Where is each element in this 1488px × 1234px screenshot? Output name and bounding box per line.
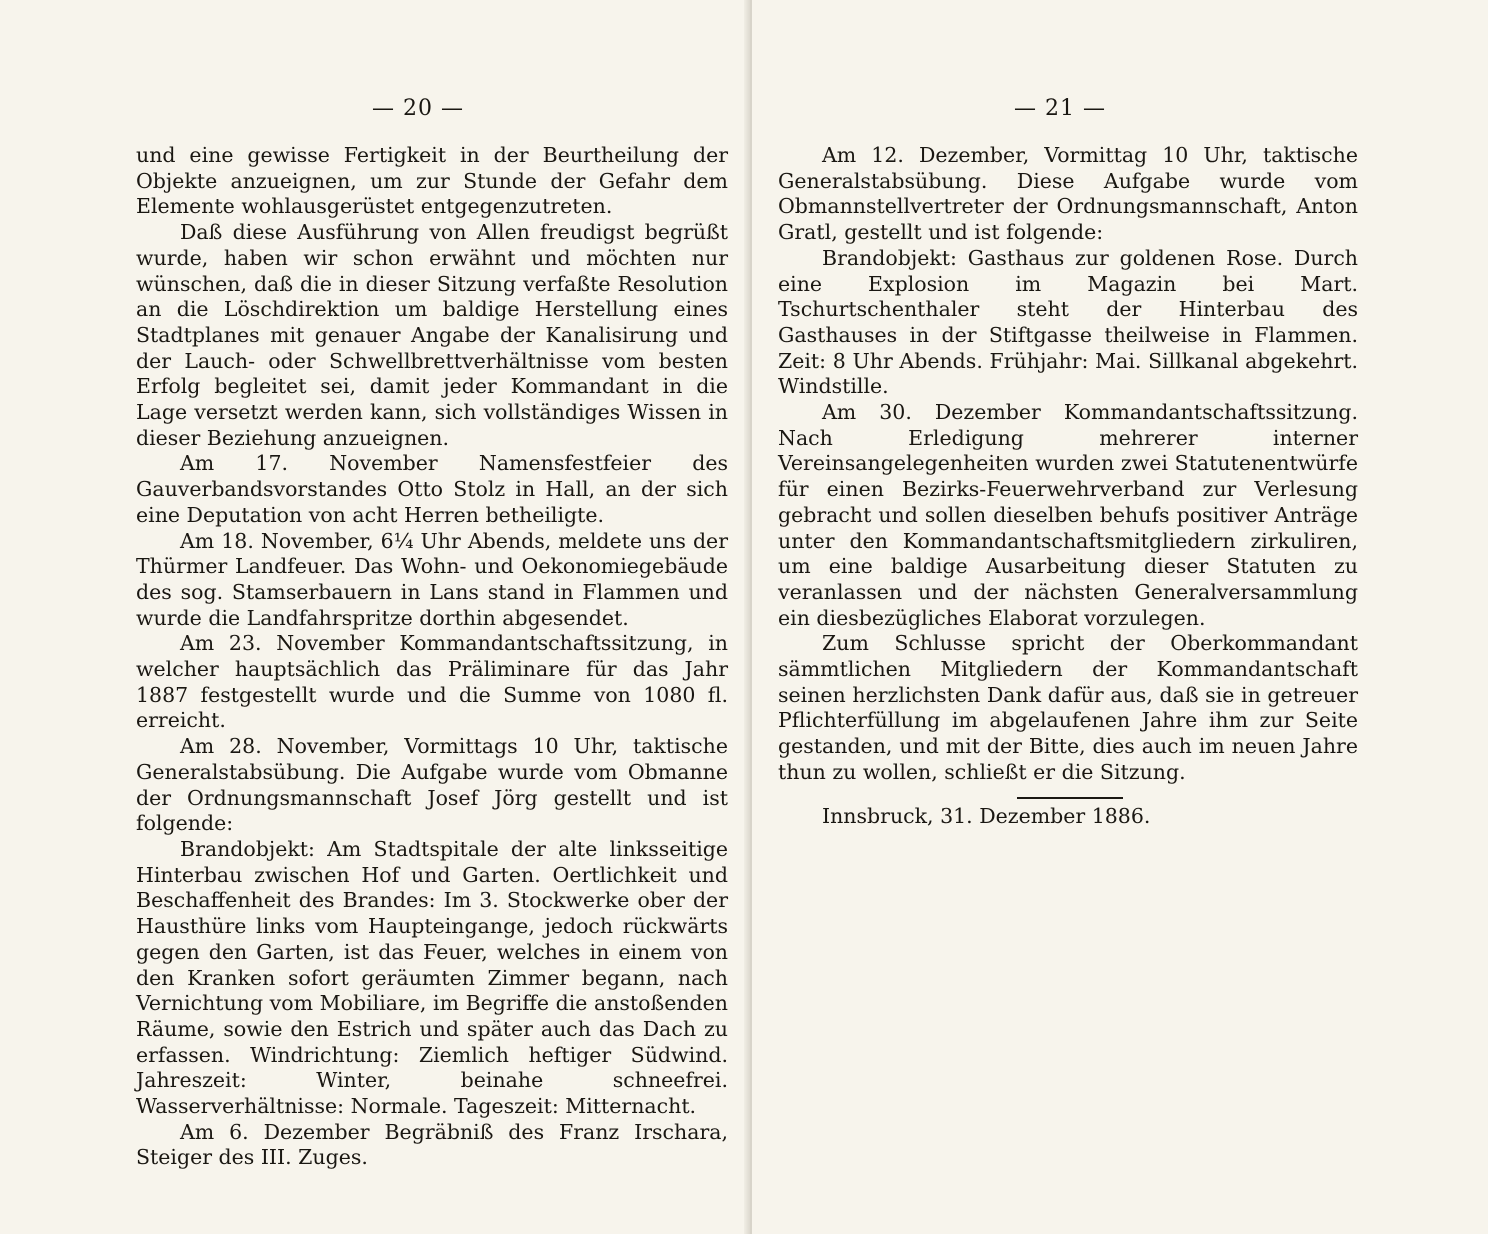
paragraph: Zum Schlusse spricht der Oberkommandant sämmtlichen Mitgliedern der Kommandantschaft seinen herzlichsten Dank dafür aus, daß sie in getreuer Pflichterfüllung im abgelaufenen Jahre ihm zur Seite gestanden, und mit der Bitte, dies auch im neuen Jahre thun zu wollen, schließt er die Sitzung.: [778, 631, 1358, 784]
page-body: [778, 143, 1358, 829]
page-number: — 21 —: [1014, 96, 1106, 121]
paragraph: Am 17. November Namensfestfeier des Gauverbandsvorstandes Otto Stolz in Hall, an der sich eine Deputation von acht Herren betheiligte.: [136, 451, 728, 527]
paragraph: und eine gewisse Fertigkeit in der Beurtheilung der Objekte anzueignen, um zur Stunde der Gefahr dem Elemente wohlausgerüstet entgegenzutreten.: [136, 143, 728, 219]
paragraph: Am 23. November Kommandantschaftssitzung, in welcher hauptsächlich das Präliminare für das Jahr 1887 festgestellt wurde und die Summe von 1080 fl. erreicht.: [136, 631, 728, 733]
paragraph: Am 6. Dezember Begräbniß des Franz Irschara, Steiger des III. Zuges.: [136, 1119, 728, 1170]
page-body: [136, 143, 728, 1171]
paragraph: Brandobjekt: Gasthaus zur goldenen Rose. Durch eine Explosion im Magazin bei Mart. Tschurtschenthaler steht der Hinterbau des Gasthauses in der Stiftgasse theilweise in Flammen. Zeit: 8 Uhr Abends. Frühjahr: Mai. Sillkanal abgekehrt. Windstille.: [778, 245, 1358, 399]
place-date-line: Innsbruck, 31. Dezember 1886.: [822, 803, 1151, 828]
paragraph: Am 12. Dezember, Vormittag 10 Uhr, taktische Generalstabsübung. Diese Aufgabe wurde vom Obmannstellvertreter der Ordnungsmannschaft, Anton Gratl, gestellt und ist folgende:: [778, 143, 1358, 245]
paragraph: Brandobjekt: Am Stadtspitale der alte linksseitige Hinterbau zwischen Hof und Garten. Oertlichkeit und Beschaffenheit des Brandes: Im 3. Stockwerke ober der Hausthüre links vom Haupteingange, jedoch rückwärts gegen den Garten, ist das Feuer, welches in einem von den Kranken sofort geräumten Zimmer begann, nach Vernichtung vom Mobiliare, im Begriffe die anstoßenden Räume, sowie den Estrich und später auch das Dach zu erfassen. Windrichtung: Ziemlich heftiger Südwind. Jahreszeit: Winter, beinahe schneefrei. Wasserverhältnisse: Normale. Tageszeit: Mitternacht.: [136, 836, 728, 1119]
paragraph: Daß diese Ausführung von Allen freudigst begrüßt wurde, haben wir schon erwähnt und möchten nur wünschen, daß die in dieser Sitzung verfaßte Resolution an die Löschdirektion um baldige Herstellung eines Stadtplanes mit genauer Angabe der Kanalisirung und der Lauch- oder Schwellbrettverhältnisse vom besten Erfolg begleitet sei, damit jeder Kommandant in die Lage versetzt werden kann, sich vollständiges Wissen in dieser Beziehung anzueignen.: [136, 220, 728, 450]
paragraph: Am 30. Dezember Kommandantschaftssitzung. Nach Erledigung mehrerer interner Vereinsangelegenheiten wurden zwei Statutenentwürfe für einen Bezirks-Feuerwehrverband zur Verlesung gebracht und sollen dieselben behufs positiver Anträge unter den Kommandantschaftsmitgliedern zirkuliren, um eine baldige Ausarbeitung dieser Statuten zu veranlassen und der nächsten Generalversammlung ein diesbezügliches Elaborat vorzulegen.: [778, 400, 1358, 630]
paragraph: Am 28. November, Vormittags 10 Uhr, taktische Generalstabsübung. Die Aufgabe wurde vom Obmanne der Ordnungsmannschaft Josef Jörg gestellt und ist folgende:: [136, 734, 728, 836]
page-number: — 20 —: [372, 96, 464, 121]
paragraph: Am 18. November, 6¼ Uhr Abends, meldete uns der Thürmer Landfeuer. Das Wohn- und Oekonomiegebäude des sog. Stamserbauern in Lans stand in Flammen und wurde die Landfahrspritze dorthin abgesendet.: [136, 528, 728, 630]
closing-rule: [1017, 797, 1123, 799]
